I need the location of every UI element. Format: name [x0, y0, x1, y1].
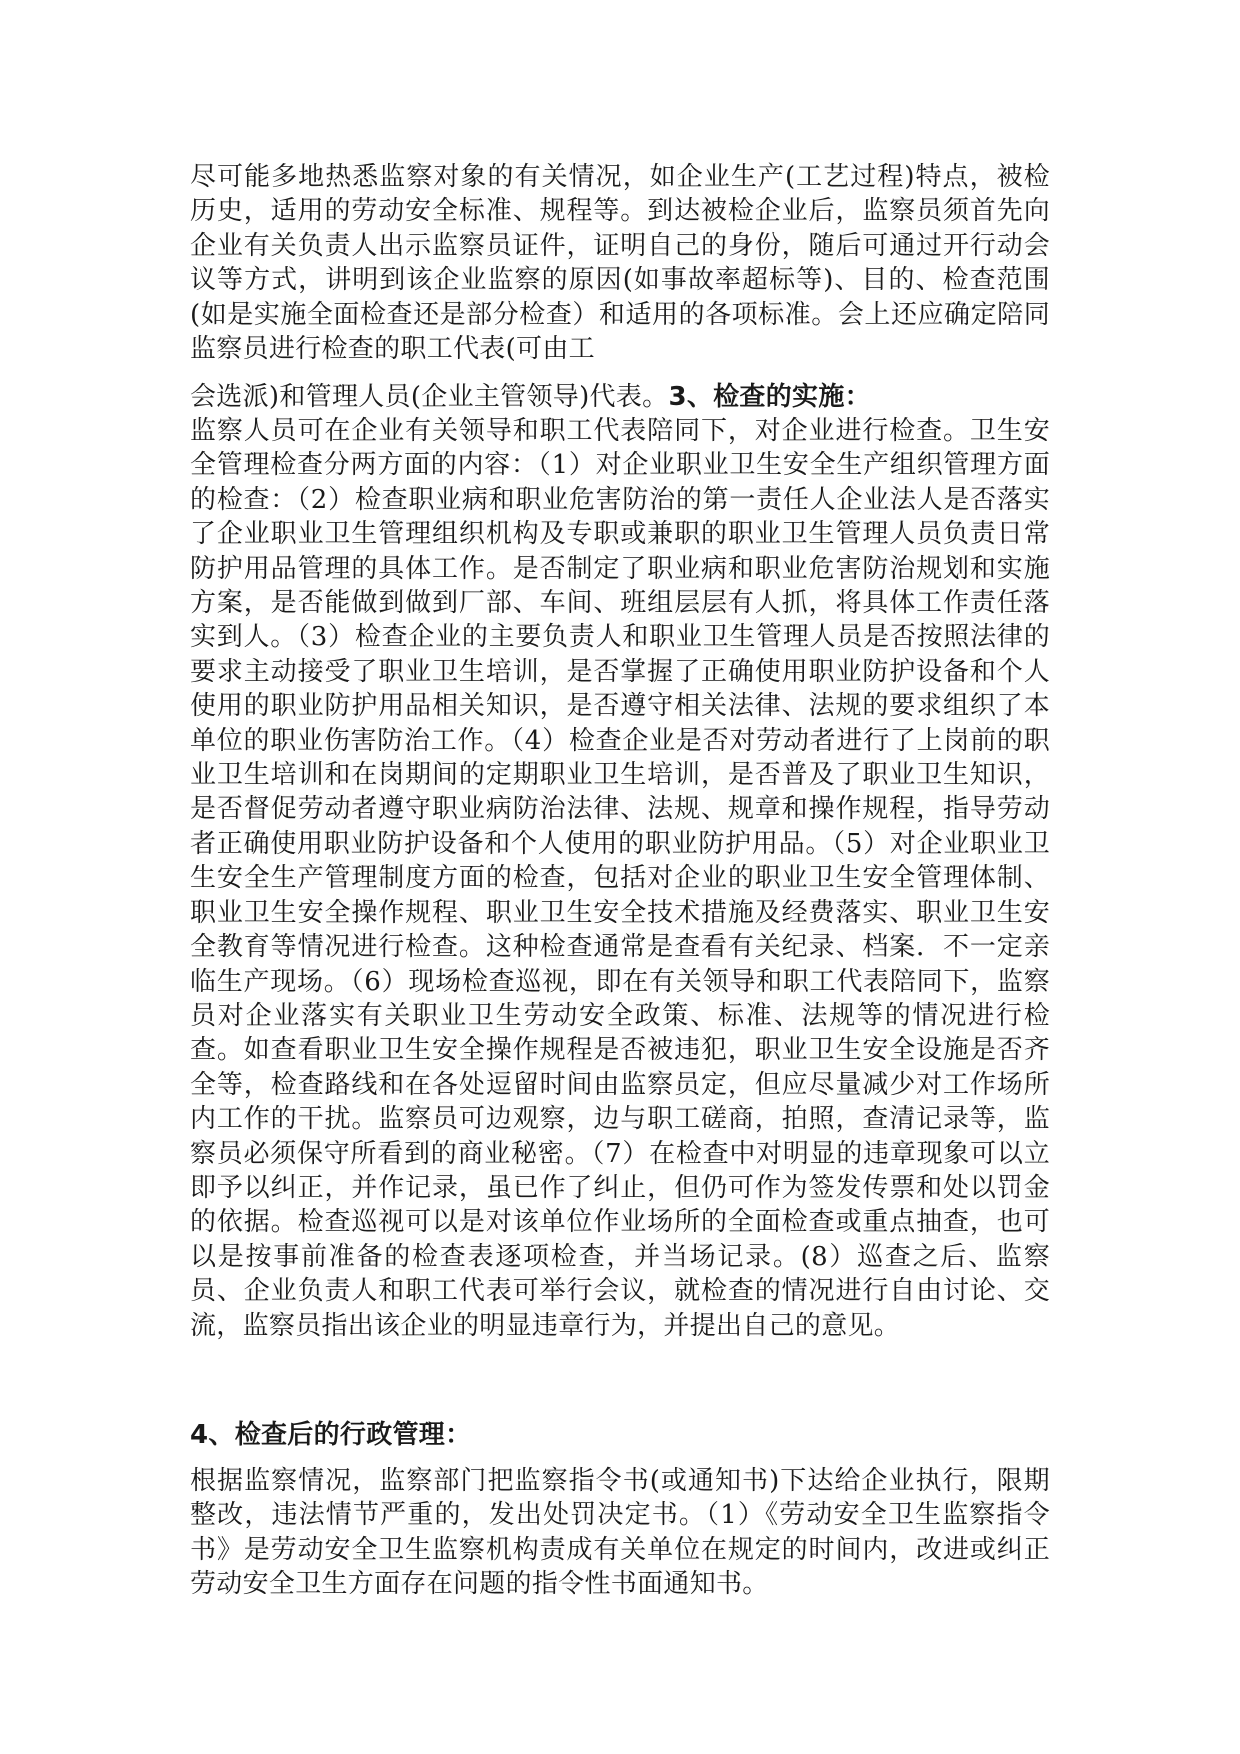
paragraph-inspection-content: 监察人员可在企业有关领导和职工代表陪同下，对企业进行检查。卫生安全管理检查分两方面的内容：（1）对企业职业卫生安全生产组织管理方面的检查：（2）检查职业病和职业危害防治的第一责任人企业法人是否落实了企业职业卫生管理组织机构及专职或兼职的职业卫生管理人员负责日常防护用品管理的具体工作。是否制定了职业病和职业危害防治规划和实施方案，是否能做到做到厂部、车间、班组层层有人抓，将具体工作责任落实到人。（3）检查企业的主要负责人和职业卫生管理人员是否按照法律的要求主动接受了职业卫生培训，是否掌握了正确使用职业防护设备和个人使用的职业防护用品相关知识，是否遵守相关法律、法规的要求组织了本单位的职业伤害防治工作。（4）检查企业是否对劳动者进行了上岗前的职业卫生培训和在岗期间的定期职业卫生培训，是否普及了职业卫生知识，是否督促劳动者遵守职业病防治法律、法规、规章和操作规程，指导劳动者正确使用职业防护设备和个人使用的职业防护用品。（5）对企业职业卫生安全生产管理制度方面的检查，包括对企业的职业卫生安全管理体制、职业卫生安全操作规程、职业卫生安全技术措施及经费落实、职业卫生安全教育等情况进行检查。这种检查通常是查看有关纪录、档案．不一定亲临生产现场。（6）现场检查巡视，即在有关领导和职工代表陪同下，监察员对企业落实有关职业卫生劳动安全政策、标准、法规等的情况进行检查。如查看职业卫生安全操作规程是否被违犯，职业卫生安全设施是否齐全等，检查路线和在各处逗留时间由监察员定，但应尽量减少对工作场所内工作的干扰。监察员可边观察，边与职工磋商，拍照，查清记录等，监察员必须保守所看到的商业秘密。（7）在检查中对明显的违章现象可以立即予以纠正，并作记录，虽已作了纠止，但仍可作为签发传票和处以罚金的依据。检查巡视可以是对该单位作业场所的全面检查或重点抽查，也可以是按事前准备的检查表逐项检查，并当场记录。(8）巡查之后、监察员、企业负责人和职工代表可举行会议，就检查的情况进行自由讨论、交流，监察员指出该企业的明显违章行为，并提出自己的意见。 — [190, 416, 1050, 1341]
paragraph-representatives — [190, 380, 1050, 414]
paragraph-preparation: 尽可能多地热悉监察对象的有关情况，如企业生产(工艺过程)特点，被检历史，适用的劳动安全标准、规程等。到达被检企业后，监察员须首先向企业有关负责人出示监察员证件，证明自己的身份，随后可通过开行动会议等方式，讲明到该企业监察的原因(如事故率超标等)、目的、检查范围(如是实施全面检查还是部分检查）和适用的各项标准。会上还应确定陪同监察员进行检查的职工代表(可由工 — [190, 162, 1050, 365]
heading-post-inspection-management: 4、检查后的行政管理： — [190, 1420, 472, 1450]
heading-inspection-implementation: 3、检查的实施： — [668, 382, 871, 412]
paragraph-post-inspection: 根据监察情况，监察部门把监察指令书(或通知书)下达给企业执行，限期整改，违法情节严重的，发出处罚决定书。（1）《劳动安全卫生监察指令书》是劳动安全卫生监察机构责成有关单位在规定的时间内，改进或纠正劳动安全卫生方面存在问题的指令性书面通知书。 — [190, 1466, 1050, 1600]
paragraph-representatives-text: 会选派)和管理人员(企业主管领导)代表。 — [190, 382, 669, 412]
